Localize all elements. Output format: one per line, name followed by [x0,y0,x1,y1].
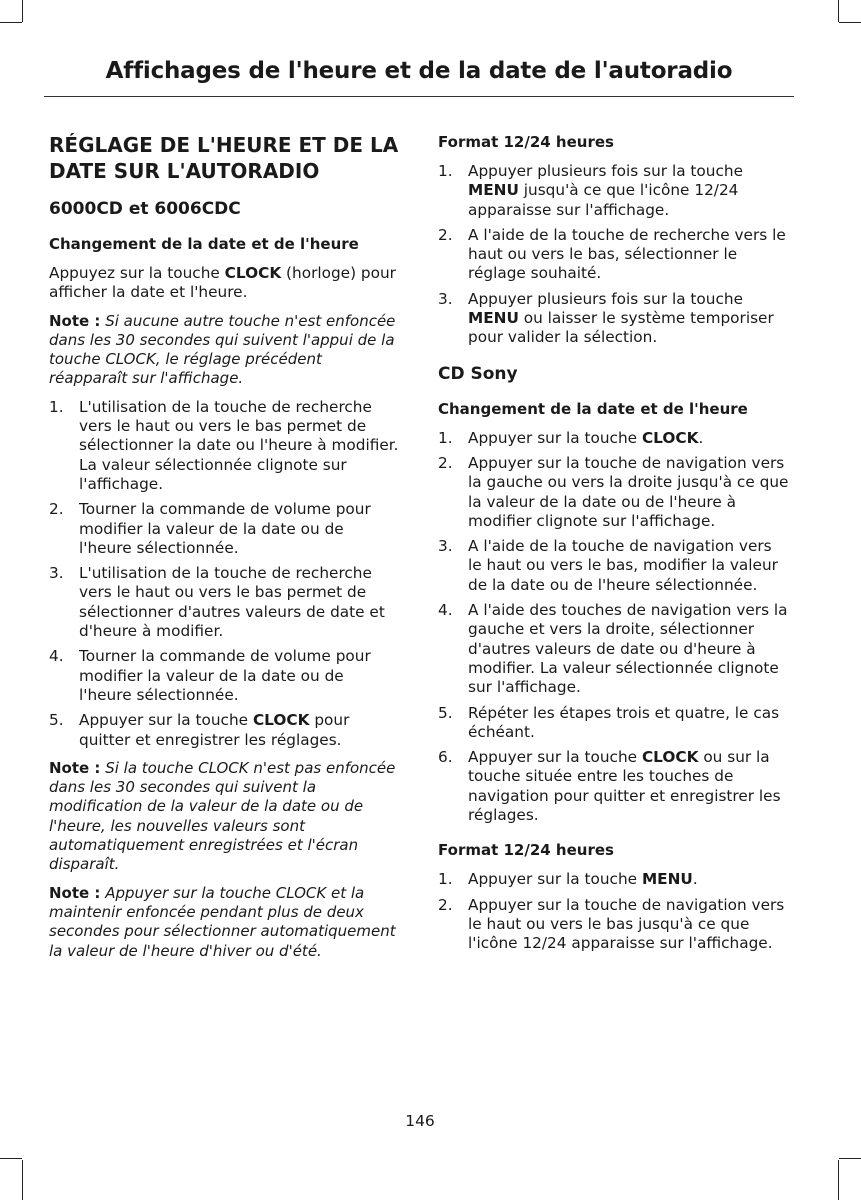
steps-list [438,162,790,348]
steps-list [438,429,790,826]
list-item: 1. Appuyer sur la touche MENU. [438,870,698,889]
model-subtitle: CD Sony [438,363,518,384]
crop-mark [0,1158,22,1159]
note [49,759,401,875]
list-item: 3. L'utilisation de la touche de recherche vers le haut ou vers le bas permet de sélectionner d'autres valeurs de date et d'heure à modifier. [49,564,385,641]
intro-paragraph: Appuyez sur la touche CLOCK (horloge) pour afficher la date et l'heure. [49,264,396,302]
key-name: MENU [641,870,693,889]
steps-list [438,870,790,953]
list-item: 1. Appuyer plusieurs fois sur la touche MENU jusqu'à ce que l'icône 12/24 apparaisse sur l'affichage. [438,162,743,219]
list-item: 3. A l'aide de la touche de navigation vers le haut ou vers le bas, modifier la valeur de la date ou de l'heure sélectionnée. [438,537,778,594]
crop-mark [22,1160,23,1200]
left-column [49,132,401,970]
key-name: CLOCK [641,748,699,767]
list-item: 5. Appuyer sur la touche CLOCK pour quitter et enregistrer les réglages. [49,711,350,749]
key-name: CLOCK [641,428,699,447]
list-item: 4. A l'aide des touches de navigation vers la gauche et vers la droite, sélectionner d'autres valeurs de date ou d'heure à modifier. La valeur sélectionnée clignote sur l'affichage. [438,601,788,697]
list-item: 2. Tourner la commande de volume pour modifier la valeur de la date ou de l'heure sélectionnée. [49,500,371,557]
steps-list [49,398,401,750]
key-name: CLOCK [252,711,310,730]
note-text: Appuyer sur la touche CLOCK et la maintenir enfoncée pendant plus de deux secondes pour sélectionner automatiquement la valeur de l'heure d'hiver ou d'été. [49,883,396,960]
crop-mark [839,1158,861,1159]
subsection-heading: Format 12/24 heures [438,133,614,151]
crop-mark [839,22,861,23]
crop-mark [838,1160,839,1200]
subsection-heading: Format 12/24 heures [438,841,614,860]
crop-mark [22,0,23,22]
list-item: 4. Tourner la commande de volume pour modifier la valeur de la date ou de l'heure sélectionnée. [49,647,371,704]
note-label: Note : [49,311,101,330]
model-subtitle: 6000CD et 6006CDC [49,199,241,219]
note-label: Note : [49,883,101,902]
note-label: Note : [49,758,101,777]
list-item: 2. A l'aide de la touche de recherche vers le haut ou vers le bas, sélectionner le réglage souhaité. [438,225,786,283]
note [49,312,401,389]
header-divider [44,96,794,97]
list-item: 1. L'utilisation de la touche de recherche vers le haut ou vers le bas permet de sélectionner la date ou l'heure à modifier. La valeur sélectionnée clignote sur l'affichage. [49,397,399,493]
list-item: 6. Appuyer sur la touche CLOCK ou sur la touche située entre les touches de navigation pour quitter et enregistrer les réglages. [438,748,781,825]
subsection-heading: Changement de la date et de l'heure [438,399,748,418]
note-text: Si aucune autre touche n'est enfoncée dans les 30 secondes qui suivent l'appui de la touche CLOCK, le réglage précédent réapparaît sur l'affichage. [49,311,396,388]
list-item: 2. Appuyer sur la touche de navigation vers la gauche ou vers la droite jusqu'à ce que la valeur de la date ou de l'heure à modifier clignote sur l'affichage. [438,453,789,530]
subsection-heading: Changement de la date et de l'heure [49,235,359,253]
key-name: MENU [468,181,519,200]
list-item: 1. Appuyer sur la touche CLOCK. [438,428,704,447]
page-number: 146 [405,1112,435,1130]
page-header-title: Affichages de l'heure et de la date de l'autoradio [105,58,733,84]
key-name: MENU [468,309,519,328]
right-column [438,132,790,963]
note [49,884,401,961]
section-title: RÉGLAGE DE L'HEURE ET DE LA DATE SUR L'AUTORADIO [49,133,399,183]
crop-mark [0,22,22,23]
list-item: 5. Répéter les étapes trois et quatre, le cas échéant. [438,703,780,741]
key-name: CLOCK [224,264,282,282]
crop-mark [838,0,839,22]
list-item: 3. Appuyer plusieurs fois sur la touche MENU ou laisser le système temporiser pour valider la sélection. [438,289,774,347]
note-text: Si la touche CLOCK n'est pas enfoncée dans les 30 secondes qui suivent la modification de la valeur de la date ou de l'heure, les nouvelles valeurs sont automatiquement enregistrées et l'écran disparaît. [49,758,396,874]
list-item: 2. Appuyer sur la touche de navigation vers le haut ou vers le bas jusqu'à ce que l'icône 12/24 apparaisse sur l'affichage. [438,895,785,953]
